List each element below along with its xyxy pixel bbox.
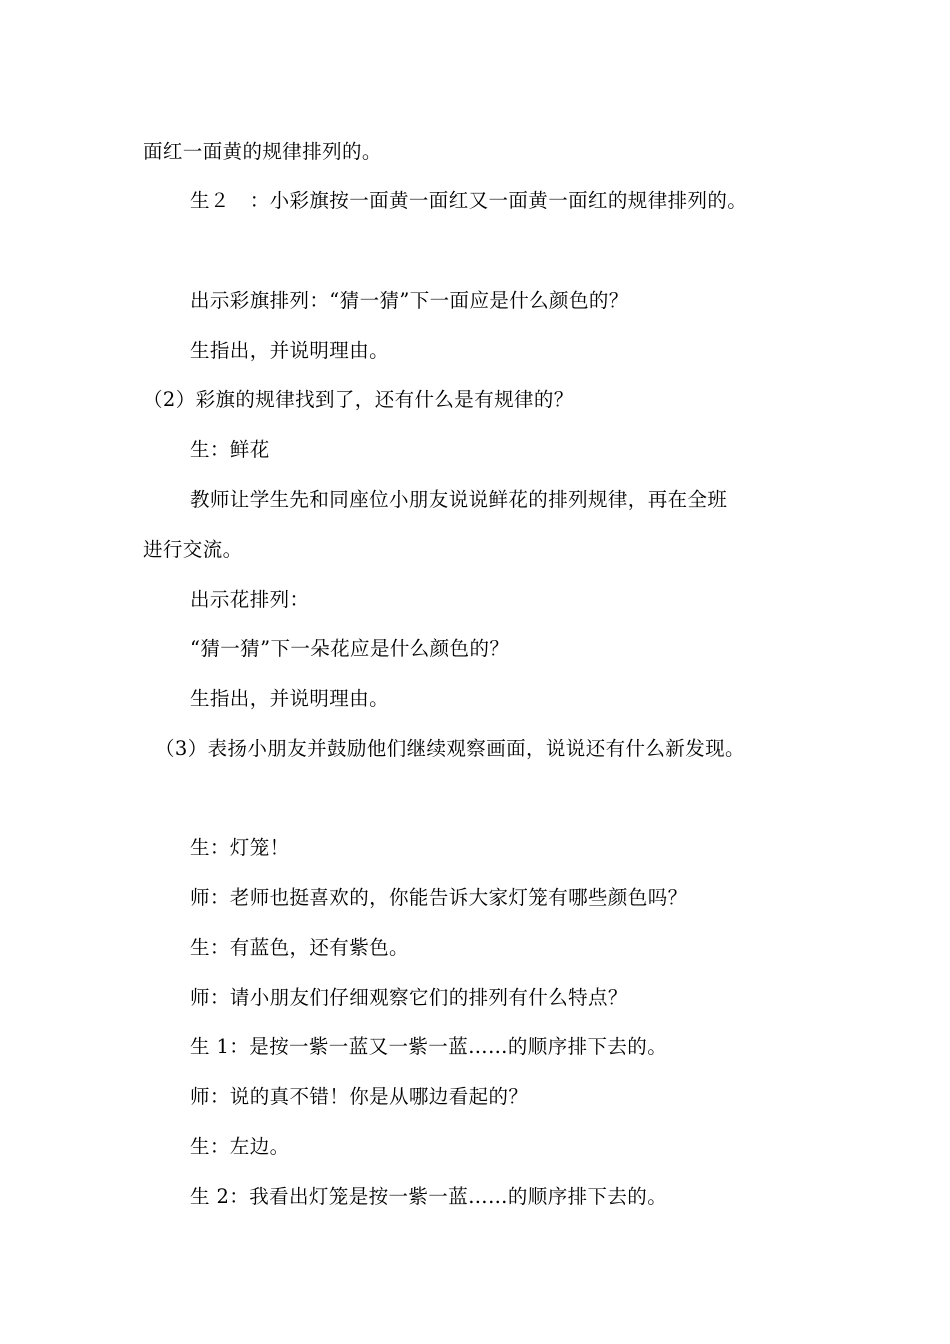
- guess-flower-question: “猜一猜”下一朵花应是什么颜色的？: [190, 637, 510, 660]
- teacher-instruction: 教师让学生先和同座位小朋友说说鲜花的排列规律，再在全班: [190, 488, 728, 511]
- teacher-instruction-cont: 进行交流。: [143, 538, 243, 561]
- paragraph-continuation: 面红一面黄的规律排列的。: [143, 140, 382, 163]
- show-flowers-prompt: 出示花排列：: [190, 588, 310, 611]
- teacher-question-pattern: 师：请小朋友们仔细观察它们的排列有什么特点？: [190, 986, 628, 1009]
- student-2-answer: 生２ ：小彩旗按一面黄一面红又一面黄一面红的规律排列的。: [190, 189, 748, 212]
- student-left: 生：左边。: [190, 1135, 290, 1158]
- student-1-pattern: 生 1：是按一紫一蓝又一紫一蓝……的顺序排下去的。: [190, 1035, 668, 1058]
- section-2-heading: （2）彩旗的规律找到了，还有什么是有规律的？: [143, 388, 574, 411]
- teacher-praise: 师：说的真不错！你是从哪边看起的？: [190, 1085, 529, 1108]
- show-flags-prompt: 出示彩旗排列：“猜一猜”下一面应是什么颜色的？: [190, 289, 629, 312]
- student-2-pattern: 生 2：我看出灯笼是按一紫一蓝……的顺序排下去的。: [190, 1185, 668, 1208]
- student-flowers: 生：鲜花: [190, 438, 270, 461]
- student-lanterns: 生：灯笼！: [190, 836, 290, 859]
- student-explain-1: 生指出，并说明理由。: [190, 339, 390, 362]
- teacher-question-colors: 师：老师也挺喜欢的，你能告诉大家灯笼有哪些颜色吗？: [190, 886, 688, 909]
- student-explain-2: 生指出，并说明理由。: [190, 687, 390, 710]
- section-3-heading: （3）表扬小朋友并鼓励他们继续观察画面，说说还有什么新发现。: [155, 737, 745, 760]
- student-colors-answer: 生：有蓝色，还有紫色。: [190, 936, 409, 959]
